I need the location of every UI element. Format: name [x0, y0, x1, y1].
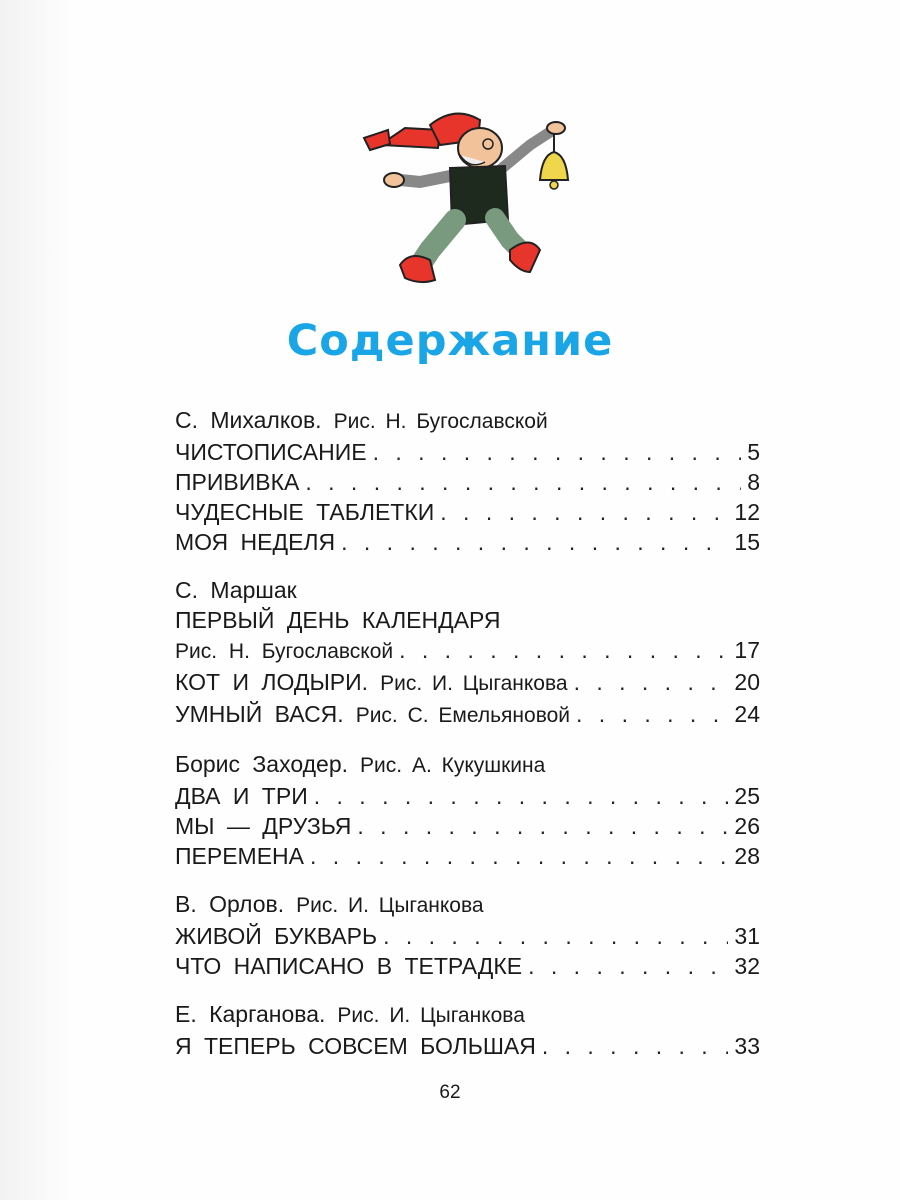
- page-title: Содержание: [286, 316, 614, 366]
- toc-entry[interactable]: [175, 437, 760, 467]
- entry-page-number: 32: [734, 953, 760, 979]
- entry-page-number: 17: [734, 637, 760, 663]
- toc-entry[interactable]: [175, 781, 760, 811]
- illustrator-credit: Рис. Н. Бугославской: [175, 640, 394, 663]
- author-line: [175, 889, 760, 921]
- entry-page-number: 33: [734, 1033, 760, 1059]
- toc-entry[interactable]: [175, 1031, 760, 1061]
- dot-leader: [528, 951, 728, 981]
- entry-title: ПЕРВЫЙ ДЕНЬ КАЛЕНДАРЯ: [175, 607, 501, 633]
- author-line: [175, 999, 760, 1031]
- toc-section: [175, 405, 760, 557]
- entry-page-number: 25: [734, 783, 760, 809]
- dot-leader: [383, 921, 728, 951]
- dot-leader: [542, 1031, 729, 1061]
- author-line: [175, 405, 760, 437]
- toc-entry[interactable]: [175, 497, 760, 527]
- dot-leader: [314, 781, 729, 811]
- dot-leader: [341, 527, 728, 557]
- entry-title: МЫ — ДРУЗЬЯ: [175, 813, 352, 839]
- entry-title: ЖИВОЙ БУКВАРЬ: [175, 923, 378, 949]
- illustrator-credit: Рис. С. Емельяновой: [355, 704, 571, 727]
- entry-page-number: 31: [734, 923, 760, 949]
- dot-leader: [310, 841, 728, 871]
- entry-title: ПРИВИВКА: [175, 469, 300, 495]
- toc-entry[interactable]: [175, 605, 760, 635]
- toc-entry[interactable]: [175, 811, 760, 841]
- author-name: С. Михалков.: [175, 407, 322, 433]
- entry-page-number: 15: [734, 529, 760, 555]
- dot-leader: [399, 635, 728, 665]
- author-name: С. Маршак: [175, 577, 297, 603]
- toc-section: [175, 575, 760, 731]
- dot-leader: [357, 811, 728, 841]
- dot-leader: [440, 497, 728, 527]
- dot-leader: [305, 467, 741, 497]
- entry-page-number: 24: [734, 701, 760, 727]
- illustrator-credit: Рис. А. Кукушкина: [360, 754, 546, 777]
- entry-title: КОТ И ЛОДЫРИ.: [175, 669, 369, 695]
- illustrator-credit: Рис. И. Цыганкова: [380, 672, 568, 695]
- author-line: [175, 749, 760, 781]
- entry-page-number: 8: [747, 469, 760, 495]
- entry-title: ДВА И ТРИ: [175, 783, 308, 809]
- entry-title: МОЯ НЕДЕЛЯ: [175, 529, 336, 555]
- author-name: Борис Заходер.: [175, 751, 349, 777]
- illustrator-credit: Рис. Н. Бугославской: [333, 410, 548, 433]
- dot-leader: [576, 699, 728, 729]
- toc-section: [175, 999, 760, 1061]
- entry-title: Я ТЕПЕРЬ СОВСЕМ БОЛЬШАЯ: [175, 1033, 536, 1059]
- dot-leader: [373, 437, 742, 467]
- entry-page-number: 20: [734, 669, 760, 695]
- toc-entry[interactable]: [175, 667, 760, 699]
- toc-entry[interactable]: [175, 635, 760, 667]
- illustrator-credit: Рис. И. Цыганкова: [337, 1004, 525, 1027]
- toc-entry[interactable]: [175, 699, 760, 731]
- entry-page-number: 12: [734, 499, 760, 525]
- author-line: [175, 575, 760, 605]
- entry-title: ЧУДЕСНЫЕ ТАБЛЕТКИ: [175, 499, 435, 525]
- entry-title: ПЕРЕМЕНА: [175, 843, 305, 869]
- toc-entry[interactable]: [175, 527, 760, 557]
- toc-entry[interactable]: [175, 841, 760, 871]
- entry-title: УМНЫЙ ВАСЯ.: [175, 701, 344, 727]
- table-of-contents: [175, 405, 760, 1079]
- entry-title: ЧИСТОПИСАНИЕ: [175, 439, 367, 465]
- entry-page-number: 5: [747, 439, 760, 465]
- toc-entry[interactable]: [175, 467, 760, 497]
- entry-page-number: 28: [734, 843, 760, 869]
- toc-section: [175, 749, 760, 871]
- dot-leader: [574, 667, 729, 697]
- toc-section: [175, 889, 760, 981]
- toc-entry[interactable]: [175, 921, 760, 951]
- entry-page-number: 26: [734, 813, 760, 839]
- author-name: В. Орлов.: [175, 891, 285, 917]
- toc-entry[interactable]: [175, 951, 760, 981]
- gnome-with-bell-illustration: [360, 100, 575, 295]
- illustrator-credit: Рис. И. Цыганкова: [296, 894, 484, 917]
- entry-title: ЧТО НАПИСАНО В ТЕТРАДКЕ: [175, 953, 523, 979]
- author-name: Е. Карганова.: [175, 1001, 326, 1027]
- page-number: 62: [439, 1082, 461, 1103]
- page-gutter: [0, 0, 70, 1200]
